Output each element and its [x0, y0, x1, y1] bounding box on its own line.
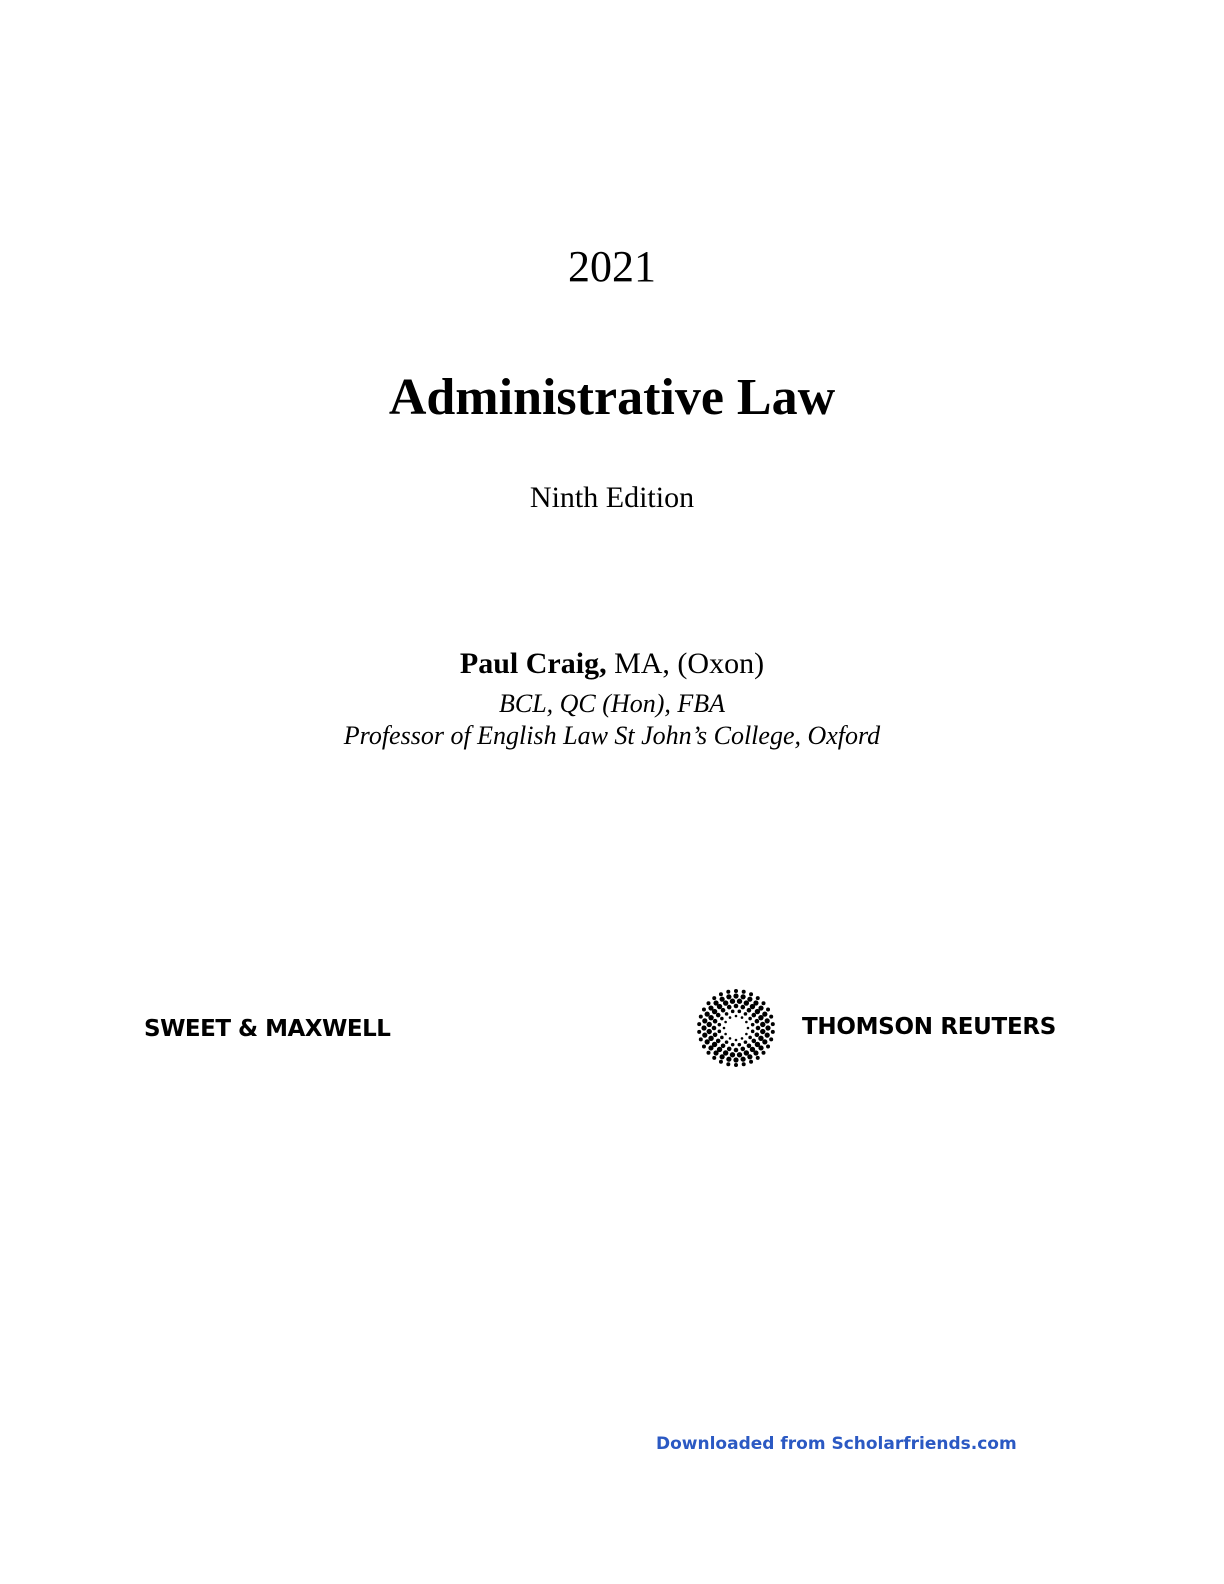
logo-dot: [697, 1022, 701, 1026]
logo-dot: [737, 999, 742, 1004]
author-qualifications: BCL, QC (Hon), FBA: [498, 689, 726, 718]
logo-dot: [720, 1017, 724, 1021]
logo-dot: [725, 1040, 729, 1044]
logo-dot: [749, 1060, 753, 1064]
author-name: Paul Craig,: [459, 647, 607, 680]
logo-dot: [758, 1045, 763, 1050]
logo-dot: [753, 1050, 758, 1055]
logo-dot: [702, 1033, 707, 1038]
logo-dot: [762, 1039, 767, 1044]
logo-dot: [730, 999, 735, 1004]
logo-dot: [751, 1023, 755, 1027]
sweet-maxwell-logo: SWEET & MAXWELL: [144, 1016, 391, 1042]
logo-dot: [724, 1021, 727, 1024]
logo-dot: [708, 1005, 713, 1010]
logo-dot: [721, 1044, 726, 1049]
publication-year: 2021: [568, 242, 656, 291]
logo-dot: [712, 1056, 716, 1060]
logo-dot: [769, 1037, 773, 1041]
logo-dot: [758, 1005, 763, 1010]
logo-dot: [721, 1008, 726, 1013]
logo-dot: [726, 994, 731, 999]
logo-dot: [756, 1056, 760, 1060]
logo-dot: [741, 1016, 744, 1019]
logo-dot: [708, 1045, 713, 1050]
logo-dot: [762, 1001, 766, 1005]
logo-dot: [745, 1021, 748, 1024]
logo-dot: [734, 1004, 739, 1009]
logo-dot: [697, 1030, 701, 1034]
logo-dot: [734, 1063, 738, 1067]
logo-dot: [705, 1012, 710, 1017]
book-title: Administrative Law: [388, 369, 836, 426]
logo-dot: [718, 1030, 722, 1034]
logo-dot: [712, 996, 716, 1000]
logo-dot: [713, 1050, 718, 1055]
logo-dot: [713, 1000, 718, 1005]
logo-dot: [702, 1008, 706, 1012]
logo-dot: [751, 1030, 755, 1034]
logo-dot: [755, 1033, 760, 1038]
logo-dot: [738, 1010, 742, 1014]
logo-dot: [741, 1037, 744, 1040]
logo-dot: [769, 1015, 773, 1019]
logo-dot: [699, 1015, 703, 1019]
thomson-reuters-logo-icon: [694, 986, 778, 1070]
logo-dot: [748, 1017, 752, 1021]
logo-dot: [707, 1022, 712, 1027]
logo-dot: [734, 1048, 739, 1053]
logo-dot: [735, 1015, 738, 1018]
logo-dot: [771, 1030, 775, 1034]
logo-dot: [766, 1008, 770, 1012]
logo-dot: [741, 1057, 746, 1062]
logo-dot: [729, 1016, 732, 1019]
author-line: [0, 646, 1224, 682]
logo-dot: [741, 1005, 746, 1010]
logo-dot: [701, 1025, 706, 1030]
thomson-reuters-logo-text: THOMSON REUTERS: [802, 1014, 1057, 1040]
logo-dot: [752, 1039, 757, 1044]
logo-dot: [744, 1040, 748, 1044]
logo-dot: [718, 1023, 722, 1027]
logo-dot: [713, 1033, 718, 1038]
logo-dot: [713, 1019, 718, 1024]
logo-dot: [753, 1000, 758, 1005]
logo-dot: [766, 1045, 770, 1049]
logo-dot: [702, 1045, 706, 1049]
logo-dot: [741, 994, 746, 999]
logo-dot: [726, 1062, 730, 1066]
logo-dot: [707, 1029, 712, 1034]
logo-dot: [765, 1025, 770, 1030]
logo-dot: [737, 1052, 742, 1057]
logo-dot: [727, 1047, 732, 1052]
logo-dot: [755, 1019, 760, 1024]
logo-dot: [760, 1022, 765, 1027]
logo-dot: [729, 1037, 732, 1040]
logo-dot: [741, 1047, 746, 1052]
logo-dot: [749, 992, 753, 996]
logo-dot: [765, 1018, 770, 1023]
logo-dot: [756, 1026, 761, 1031]
logo-dot: [734, 989, 738, 993]
logo-dot: [747, 997, 752, 1002]
logo-dot: [742, 990, 746, 994]
logo-dot: [752, 1013, 757, 1018]
logo-dot: [733, 1057, 738, 1062]
logo-dot: [742, 1062, 746, 1066]
logo-dot: [720, 1054, 725, 1059]
logo-dot: [765, 1033, 770, 1038]
logo-dot: [707, 1001, 711, 1005]
logo-dot: [724, 1033, 727, 1036]
logo-dot: [726, 1057, 731, 1062]
logo-dot: [730, 1052, 735, 1057]
logo-dot: [762, 1051, 766, 1055]
logo-dot: [723, 1027, 726, 1030]
logo-dot: [726, 990, 730, 994]
author-position: Professor of English Law St John’s College, Oxford: [343, 721, 881, 750]
logo-dot: [747, 1008, 752, 1013]
logo-dot: [744, 1012, 748, 1016]
logo-dot: [747, 1054, 752, 1059]
logo-dot: [731, 1043, 735, 1047]
logo-dot: [733, 993, 738, 998]
watermark-text: Downloaded from Scholarfriends.com: [656, 1434, 1017, 1454]
logo-dot: [705, 1039, 710, 1044]
edition-label: Ninth Edition: [529, 481, 695, 514]
logo-dot: [735, 1039, 738, 1042]
logo-dot: [719, 992, 723, 996]
logo-dot: [719, 1060, 723, 1064]
logo-dot: [707, 1051, 711, 1055]
logo-dot: [702, 1018, 707, 1023]
logo-dot: [748, 1036, 752, 1040]
logo-dot: [745, 1033, 748, 1036]
logo-dot: [762, 1012, 767, 1017]
logo-dot: [747, 1044, 752, 1049]
logo-dot: [720, 997, 725, 1002]
author-degree: MA, (Oxon): [606, 647, 765, 680]
logo-dot: [725, 1012, 729, 1016]
logo-dot: [727, 1005, 732, 1010]
logo-dot: [731, 1010, 735, 1014]
logo-dot: [716, 1013, 721, 1018]
logo-dot: [747, 1027, 750, 1030]
logo-dot: [699, 1037, 703, 1041]
logo-dot: [760, 1029, 765, 1034]
logo-dot: [712, 1026, 717, 1031]
logo-dot: [771, 1022, 775, 1026]
logo-dot: [716, 1039, 721, 1044]
logo-dot: [720, 1036, 724, 1040]
logo-dot: [738, 1043, 742, 1047]
logo-dot: [756, 996, 760, 1000]
